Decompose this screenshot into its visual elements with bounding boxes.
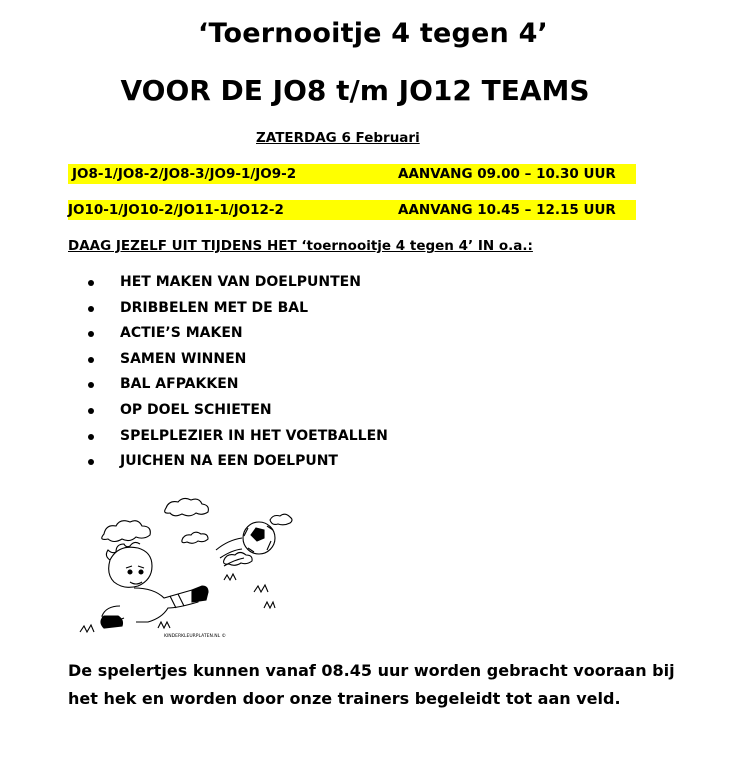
bullet-icon <box>88 306 94 312</box>
schedule-row-1 <box>68 164 636 184</box>
bullet-icon <box>88 357 94 363</box>
schedule-teams: JO8-1/JO8-2/JO8-3/JO9-1/JO9-2 <box>72 166 297 182</box>
bullet-icon <box>88 382 94 388</box>
schedule-teams: JO10-1/JO10-2/JO11-1/JO12-2 <box>68 202 284 218</box>
bullet-icon <box>88 459 94 465</box>
soccer-kid-illustration <box>74 496 296 640</box>
bullet-icon <box>88 434 94 440</box>
illustration-caption: KINDERKLEURPLATEN.NL © <box>164 634 227 639</box>
title-line-1: ‘Toernooitje 4 tegen 4’ <box>197 18 549 49</box>
bullet-icon <box>88 280 94 286</box>
event-date: ZATERDAG 6 Februari <box>256 130 420 146</box>
bullet-icon <box>88 408 94 414</box>
bullet-icon <box>88 331 94 337</box>
title-line-2: VOOR DE JO8 t/m JO12 TEAMS <box>120 74 590 107</box>
closing-text: De spelertjes kunnen vanaf 08.45 uur worden gebracht vooraan bij het hek en worden door onze trainers begeleidt tot aan veld. <box>68 661 675 708</box>
schedule-time: AANVANG 10.45 – 12.15 UUR <box>398 202 616 218</box>
schedule-time: AANVANG 09.00 – 10.30 UUR <box>398 166 616 182</box>
challenge-heading: DAAG JEZELF UIT TIJDENS HET ‘toernooitje 4 tegen 4’ IN o.a.: <box>68 238 533 254</box>
schedule-row-2 <box>68 200 636 220</box>
